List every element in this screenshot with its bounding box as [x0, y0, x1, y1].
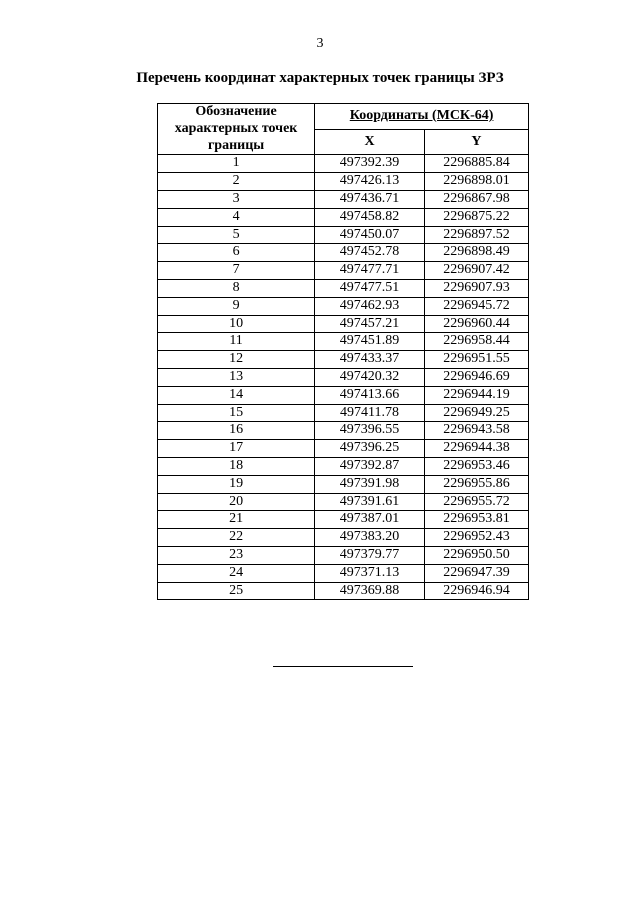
y-coordinate-cell: 2296955.86 — [424, 475, 528, 493]
y-coordinate-cell: 2296885.84 — [424, 155, 528, 173]
x-coordinate-cell: 497452.78 — [315, 244, 425, 262]
point-number-cell: 6 — [158, 244, 315, 262]
x-coordinate-cell: 497436.71 — [315, 190, 425, 208]
table-row — [158, 440, 529, 458]
table-row — [158, 155, 529, 173]
x-coordinate-cell: 497413.66 — [315, 386, 425, 404]
y-coordinate-cell: 2296945.72 — [424, 297, 528, 315]
header-x: X — [315, 129, 425, 155]
y-coordinate-cell: 2296898.49 — [424, 244, 528, 262]
page-number: 3 — [316, 36, 324, 51]
point-number-cell: 8 — [158, 279, 315, 297]
x-coordinate-cell: 497462.93 — [315, 297, 425, 315]
point-number-cell: 13 — [158, 368, 315, 386]
x-coordinate-cell: 497451.89 — [315, 333, 425, 351]
header-coordinates: Координаты (МСК-64) — [315, 104, 529, 130]
y-coordinate-cell: 2296944.19 — [424, 386, 528, 404]
x-coordinate-cell: 497392.39 — [315, 155, 425, 173]
table-row — [158, 315, 529, 333]
y-coordinate-cell: 2296946.69 — [424, 368, 528, 386]
y-coordinate-cell: 2296946.94 — [424, 582, 528, 600]
x-coordinate-cell: 497391.61 — [315, 493, 425, 511]
table-row — [158, 404, 529, 422]
document-title: Перечень координат характерных точек границы ЗРЗ — [136, 70, 504, 86]
y-coordinate-cell: 2296947.39 — [424, 564, 528, 582]
point-number-cell: 5 — [158, 226, 315, 244]
table-row — [158, 297, 529, 315]
y-coordinate-cell: 2296898.01 — [424, 173, 528, 191]
y-coordinate-cell: 2296897.52 — [424, 226, 528, 244]
y-coordinate-cell: 2296875.22 — [424, 208, 528, 226]
point-number-cell: 23 — [158, 546, 315, 564]
table-row — [158, 208, 529, 226]
point-number-cell: 19 — [158, 475, 315, 493]
point-number-cell: 3 — [158, 190, 315, 208]
y-coordinate-cell: 2296867.98 — [424, 190, 528, 208]
point-number-cell: 4 — [158, 208, 315, 226]
x-coordinate-cell: 497396.25 — [315, 440, 425, 458]
footer-divider — [273, 666, 413, 667]
x-coordinate-cell: 497411.78 — [315, 404, 425, 422]
point-number-cell: 9 — [158, 297, 315, 315]
x-coordinate-cell: 497450.07 — [315, 226, 425, 244]
table-row — [158, 333, 529, 351]
y-coordinate-cell: 2296953.46 — [424, 457, 528, 475]
point-number-cell: 25 — [158, 582, 315, 600]
x-coordinate-cell: 497396.55 — [315, 422, 425, 440]
table-row — [158, 190, 529, 208]
y-coordinate-cell: 2296944.38 — [424, 440, 528, 458]
x-coordinate-cell: 497391.98 — [315, 475, 425, 493]
x-coordinate-cell: 497426.13 — [315, 173, 425, 191]
table-row — [158, 564, 529, 582]
y-coordinate-cell: 2296952.43 — [424, 529, 528, 547]
point-number-cell: 15 — [158, 404, 315, 422]
point-number-cell: 10 — [158, 315, 315, 333]
table-row — [158, 386, 529, 404]
table-row — [158, 475, 529, 493]
table-row — [158, 226, 529, 244]
table-row — [158, 173, 529, 191]
point-number-cell: 12 — [158, 351, 315, 369]
y-coordinate-cell: 2296907.93 — [424, 279, 528, 297]
x-coordinate-cell: 497379.77 — [315, 546, 425, 564]
y-coordinate-cell: 2296955.72 — [424, 493, 528, 511]
x-coordinate-cell: 497371.13 — [315, 564, 425, 582]
table-row — [158, 279, 529, 297]
y-coordinate-cell: 2296949.25 — [424, 404, 528, 422]
table-row — [158, 262, 529, 280]
x-coordinate-cell: 497477.71 — [315, 262, 425, 280]
y-coordinate-cell: 2296943.58 — [424, 422, 528, 440]
table-row — [158, 457, 529, 475]
x-coordinate-cell: 497387.01 — [315, 511, 425, 529]
x-coordinate-cell: 497477.51 — [315, 279, 425, 297]
table-row — [158, 244, 529, 262]
x-coordinate-cell: 497457.21 — [315, 315, 425, 333]
point-number-cell: 11 — [158, 333, 315, 351]
point-number-cell: 18 — [158, 457, 315, 475]
table-row — [158, 422, 529, 440]
point-number-cell: 7 — [158, 262, 315, 280]
point-number-cell: 22 — [158, 529, 315, 547]
table-row — [158, 582, 529, 600]
table-header-row — [158, 104, 529, 130]
table-row — [158, 511, 529, 529]
table-row — [158, 546, 529, 564]
y-coordinate-cell: 2296958.44 — [424, 333, 528, 351]
point-number-cell: 17 — [158, 440, 315, 458]
header-point-name: Обозначение характерных точек границы — [158, 104, 315, 155]
point-number-cell: 2 — [158, 173, 315, 191]
point-number-cell: 20 — [158, 493, 315, 511]
point-number-cell: 24 — [158, 564, 315, 582]
table-body — [158, 155, 529, 600]
table-row — [158, 368, 529, 386]
point-number-cell: 14 — [158, 386, 315, 404]
point-number-cell: 1 — [158, 155, 315, 173]
header-y: Y — [424, 129, 528, 155]
table-row — [158, 351, 529, 369]
x-coordinate-cell: 497458.82 — [315, 208, 425, 226]
table-row — [158, 529, 529, 547]
table-row — [158, 493, 529, 511]
y-coordinate-cell: 2296960.44 — [424, 315, 528, 333]
x-coordinate-cell: 497369.88 — [315, 582, 425, 600]
y-coordinate-cell: 2296953.81 — [424, 511, 528, 529]
y-coordinate-cell: 2296951.55 — [424, 351, 528, 369]
coordinates-table — [157, 103, 529, 600]
table-header — [158, 104, 529, 155]
x-coordinate-cell: 497383.20 — [315, 529, 425, 547]
x-coordinate-cell: 497392.87 — [315, 457, 425, 475]
y-coordinate-cell: 2296907.42 — [424, 262, 528, 280]
point-number-cell: 21 — [158, 511, 315, 529]
point-number-cell: 16 — [158, 422, 315, 440]
x-coordinate-cell: 497433.37 — [315, 351, 425, 369]
y-coordinate-cell: 2296950.50 — [424, 546, 528, 564]
x-coordinate-cell: 497420.32 — [315, 368, 425, 386]
